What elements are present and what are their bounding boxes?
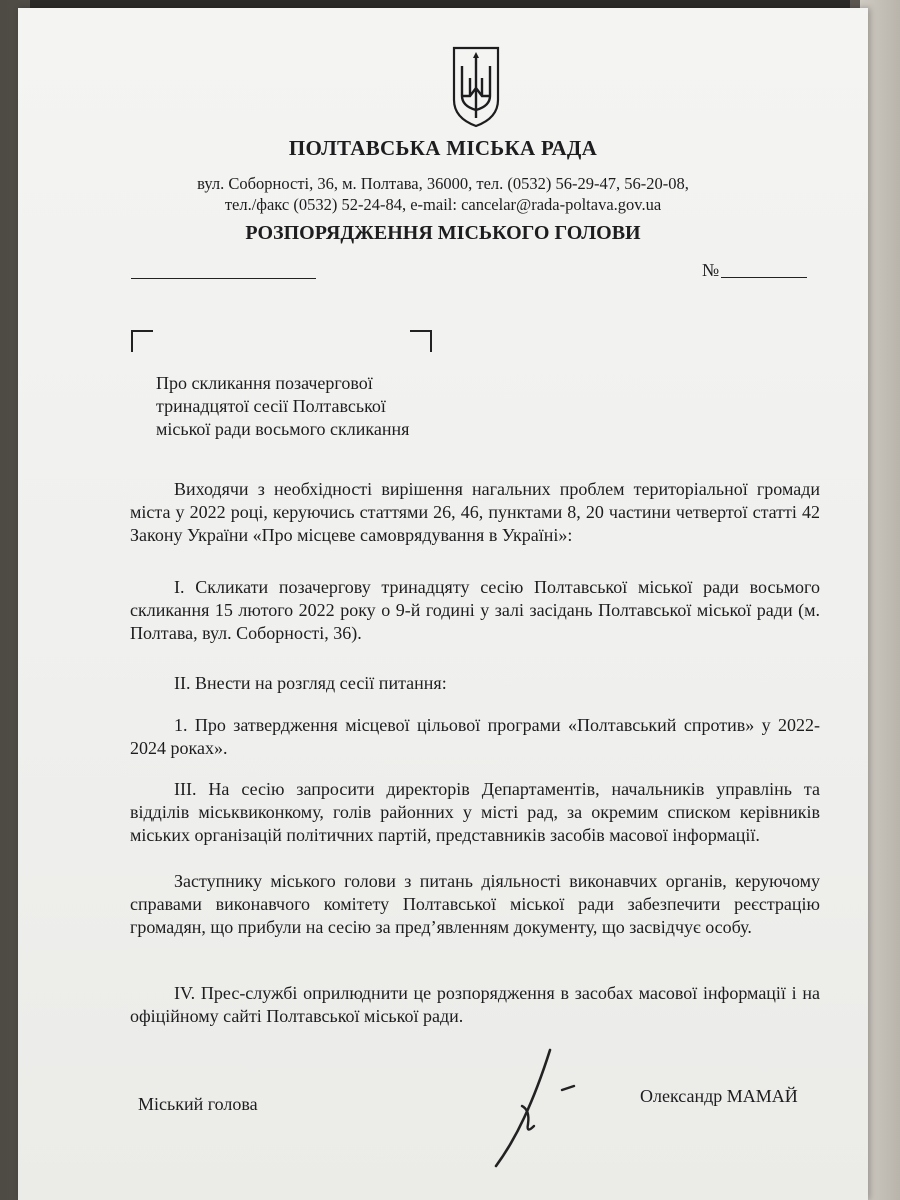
subject-line-3: міської ради восьмого скликання [156,419,410,439]
council-name: ПОЛТАВСЬКА МІСЬКА РАДА [288,136,598,160]
address-line-2: тел./факс (0532) 52-24-84, e-mail: cancelar@rada-poltava.gov.ua [224,195,662,214]
subject-block [156,372,476,441]
subject-line-1: Про скликання позачергової [156,373,373,393]
item-4-paragraph: IV. Прес-службі оприлюднити це розпорядження в засобах масової інформації і на офіційному сайті Полтавської міської ради. [130,983,820,1026]
document-type-title: РОЗПОРЯДЖЕННЯ МІСЬКОГО ГОЛОВИ [245,222,641,244]
signatory-title: Міський голова [138,1094,258,1114]
address-line-1: вул. Соборності, 36, м. Полтава, 36000, тел. (0532) 56-29-47, 56-20-08, [197,174,689,193]
subject-corner-left [131,330,153,352]
document-page [18,8,868,1200]
item-1-paragraph: I. Скликати позачергову тринадцяту сесію Полтавської міської ради восьмого скликання 15 лютого 2022 року о 9-й годині у залі засідань Полтавської міської ради (м. Полтава, вул. Соборності, 36). [130,577,820,643]
handwritten-signature [478,1048,588,1168]
preamble-paragraph: Виходячи з необхідності вирішення нагальних проблем територіальної громади міста у 2022 році, керуючись статтями 26, 46, пунктами 8, 20 частини четвертої статті 42 Закону України «Про місцеве самоврядування в Україні»: [130,479,820,545]
item-3-second-paragraph: Заступнику міського голови з питань діяльності виконавчих органів, керуючому справами виконавчого комітету Полтавської міської ради забезпечити реєстрацію громадян, що прибули на сесію за пред’явленням документу, що засвідчує особу. [130,871,820,937]
number-label: № [702,260,720,280]
number-blank-line [721,277,807,278]
item-2-1-paragraph: 1. Про затвердження місцевої цільової програми «Полтавський спротив» у 2022-2024 роках». [130,715,820,758]
item-3-paragraph: III. На сесію запросити директорів Департаментів, начальників управлінь та відділів міськвиконкому, голів районних у місті рад, за окремим списком керівників міських організацій політичних партій, представників засобів масової інформації. [130,779,820,845]
subject-corner-right [410,330,432,352]
subject-line-2: тринадцятої сесії Полтавської [156,396,386,416]
date-blank-line [131,278,316,279]
signatory-name: Олександр МАМАЙ [640,1086,798,1106]
item-2-paragraph: II. Внести на розгляд сесії питання: [174,673,447,693]
coat-of-arms-icon [450,44,502,128]
